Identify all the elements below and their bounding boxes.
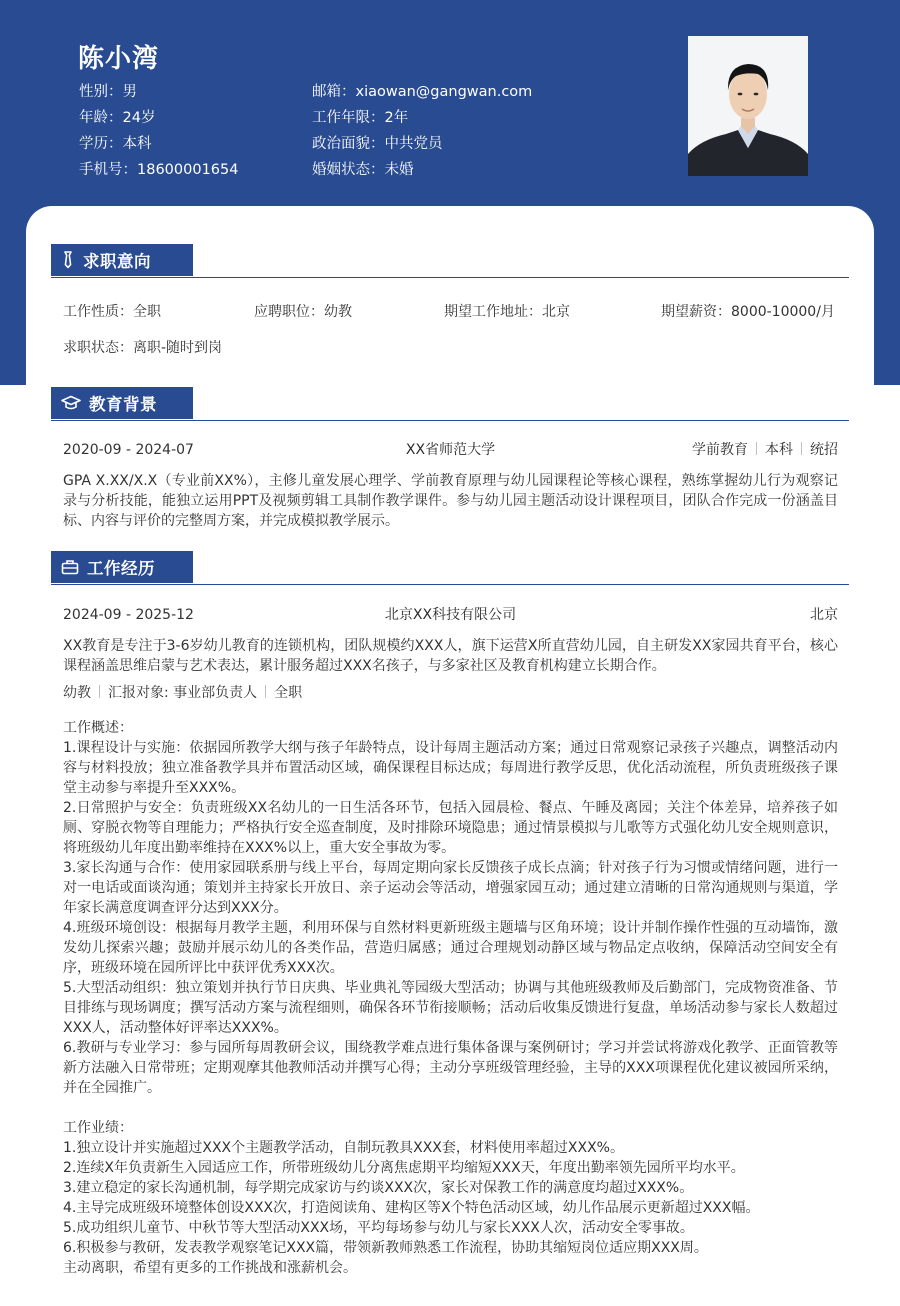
label: 工作性质：: [63, 304, 133, 320]
work-report-to: 汇报对象: 事业部负责人: [108, 685, 258, 701]
info-label: 邮箱：: [312, 84, 356, 100]
education-details: [692, 440, 838, 460]
info-age: [79, 108, 238, 134]
section-tab: [51, 551, 193, 583]
section-header-work: [51, 551, 849, 585]
info-value: 18600001654: [137, 162, 239, 178]
work-meta: [63, 683, 302, 703]
achievement-item: 3.建立稳定的家长沟通机制，每学期完成家访与约谈XXX次，家长对保教工作的满意度均超过XXX%。: [63, 1180, 694, 1196]
info-value: 24岁: [122, 110, 156, 126]
info-political-status: [312, 134, 532, 160]
candidate-name: 陈小湾: [78, 44, 160, 74]
info-label: 年龄：: [79, 110, 123, 126]
profile-photo: [688, 36, 808, 176]
section-tab: [51, 387, 193, 419]
info-value: xiaowan@gangwan.com: [355, 84, 533, 100]
value: 全职: [133, 304, 161, 320]
spacer: [63, 1098, 838, 1118]
leave-reason: 主动离职，希望有更多的工作挑战和涨薪机会。: [63, 1260, 357, 1276]
education-school: XX省师范大学: [405, 442, 496, 458]
value: 8000-10000/月: [731, 304, 835, 320]
value: 幼教: [324, 304, 352, 320]
info-gender: [79, 82, 238, 108]
intent-status: [63, 338, 222, 358]
divider: [756, 442, 757, 455]
label: 求职状态：: [63, 340, 133, 356]
info-label: 婚姻状态：: [312, 162, 385, 178]
tie-icon: [61, 251, 75, 269]
info-value: 中共党员: [384, 136, 443, 152]
work-overview: [63, 718, 838, 1278]
work-period: 2024-09 - 2025-12: [63, 607, 194, 623]
intent-location: [444, 302, 570, 322]
briefcase-icon: [61, 559, 79, 575]
company-description: XX教育是专注于3-6岁幼儿教育的连锁机构，团队规模约XXX人，旗下运营X所直营幼儿园，自主研发XX家园共育平台，核心课程涵盖思维启蒙与艺术表达，累计服务超过XXX名孩子，与多家社区及教育机构建立长期合作。: [63, 638, 838, 674]
info-value: 2年: [384, 110, 409, 126]
intent-position: [254, 302, 352, 322]
basic-info-right: [312, 82, 532, 186]
education-description: GPA X.XX/X.X（专业前XX%），主修儿童发展心理学、学前教育原理与幼儿园课程论等核心课程，熟练掌握幼儿行为观察记录与分析技能，能独立运用PPT及视频剪辑工具制作教学课件。参与幼儿园主题活动设计课程项目，团队合作完成一份涵盖目标、内容与评价的完整周方案，并完成模拟教学展示。: [63, 473, 838, 529]
education-degree: 本科: [765, 442, 793, 458]
value: 离职-随时到岗: [133, 340, 223, 356]
education-type: 统招: [810, 442, 838, 458]
overview-item: 1.课程设计与实施：依据园所教学大纲与孩子年龄特点，设计每周主题活动方案；通过日常观察记录孩子兴趣点，调整活动内容与材料投放；独立准备教学具并布置活动区域，确保课程目标达成；每周进行教学反思，优化活动流程，所负责班级孩子课堂主动参与率提升至XXX%。: [63, 740, 838, 796]
overview-item: 3.家长沟通与合作：使用家园联系册与线上平台，每周定期向家长反馈孩子成长点滴；针对孩子行为习惯或情绪问题，进行一对一电话或面谈沟通；策划并主持家长开放日、亲子运动会等活动，增强家园互动；通过建立清晰的日常沟通规则与渠道，学年家长满意度调查评分达到XXX分。: [63, 860, 838, 916]
divider: [801, 442, 802, 455]
section-header-education: [51, 387, 849, 421]
label: 应聘职位：: [254, 304, 324, 320]
info-value: 未婚: [384, 162, 414, 178]
section-title: 工作经历: [87, 559, 155, 578]
divider: [265, 685, 266, 698]
info-phone: [79, 160, 238, 186]
info-email: [312, 82, 532, 108]
intent-job-type: [63, 302, 161, 322]
info-marital-status: [312, 160, 532, 186]
graduation-cap-icon: [61, 395, 81, 411]
info-label: 性别：: [79, 84, 123, 100]
info-work-years: [312, 108, 532, 134]
intent-salary: [661, 302, 835, 322]
overview-item: 5.大型活动组织：独立策划并执行节日庆典、毕业典礼等园级大型活动；协调与其他班级教师及后勤部门，完成物资准备、节目排练与现场调度；撰写活动方案与流程细则，确保各环节衔接顺畅；活动后收集反馈进行复盘，单场活动参与家长人数超过XXX人，活动整体好评率达XXX%。: [63, 980, 838, 1036]
label: 期望工作地址：: [444, 304, 542, 320]
label: 期望薪资：: [661, 304, 731, 320]
achievement-item: 2.连续X年负责新生入园适应工作，所带班级幼儿分离焦虑期平均缩短XXX天，年度出勤率领先园所平均水平。: [63, 1160, 745, 1176]
info-value: 男: [122, 84, 137, 100]
education-period: 2020-09 - 2024-07: [63, 442, 194, 458]
work-job-type: 全职: [274, 685, 303, 701]
work-position: 幼教: [63, 685, 91, 701]
info-label: 手机号：: [79, 162, 137, 178]
work-company: 北京XX科技有限公司: [384, 607, 517, 623]
education-major: 学前教育: [692, 442, 748, 458]
work-city: 北京: [810, 607, 838, 623]
divider: [99, 685, 100, 698]
info-value: 本科: [122, 136, 152, 152]
overview-item: 4.班级环境创设：根据每月教学主题，利用环保与自然材料更新班级主题墙与区角环境；设计并制作操作性强的互动墙饰，激发幼儿探索兴趣；鼓励并展示幼儿的各类作品，营造归属感；通过合理规划动静区域与物品定点收纳，保障活动空间安全有序，班级环境在园所评比中获评优秀XXX次。: [63, 920, 838, 976]
achievement-item: 4.主导完成班级环境整体创设XXX次，打造阅读角、建构区等X个特色活动区域，幼儿作品展示更新超过XXX幅。: [63, 1200, 760, 1216]
section-title: 求职意向: [83, 252, 151, 271]
info-label: 工作年限：: [312, 110, 385, 126]
achievements-title: 工作业绩：: [63, 1120, 133, 1136]
section-header-intent: [51, 244, 849, 278]
section-tab: [51, 244, 193, 276]
section-title: 教育背景: [89, 395, 157, 414]
overview-item: 6.教研与专业学习：参与园所每周教研会议，围绕教学难点进行集体备课与案例研讨；学习并尝试将游戏化教学、正面管教等新方法融入日常带班；定期观摩其他教师活动并撰写心得；主动分享班级管理经验，主导的XXX项课程优化建议被园所采纳，并在全园推广。: [63, 1040, 838, 1096]
info-label: 政治面貌：: [312, 136, 385, 152]
info-education: [79, 134, 238, 160]
achievement-item: 5.成功组织儿童节、中秋节等大型活动XXX场，平均每场参与幼儿与家长XXX人次，活动安全零事故。: [63, 1220, 694, 1236]
overview-item: 2.日常照护与安全：负责班级XX名幼儿的一日生活各环节，包括入园晨检、餐点、午睡及离园；关注个体差异，培养孩子如厕、穿脱衣物等自理能力；严格执行安全巡查制度，及时排除环境隐患；通过情景模拟与儿歌等方式强化幼儿安全规则意识，将班级幼儿年度出勤率维持在XXX%以上，重大安全事故为零。: [63, 800, 838, 856]
achievement-item: 1.独立设计并实施超过XXX个主题教学活动，自制玩教具XXX套，材料使用率超过XXX%。: [63, 1140, 624, 1156]
basic-info-left: [79, 82, 238, 186]
value: 北京: [542, 304, 570, 320]
achievement-item: 6.积极参与教研，发表教学观察笔记XXX篇，带领新教师熟悉工作流程，协助其缩短岗位适应期XXX周。: [63, 1240, 708, 1256]
overview-title: 工作概述：: [63, 720, 133, 736]
info-label: 学历：: [79, 136, 123, 152]
